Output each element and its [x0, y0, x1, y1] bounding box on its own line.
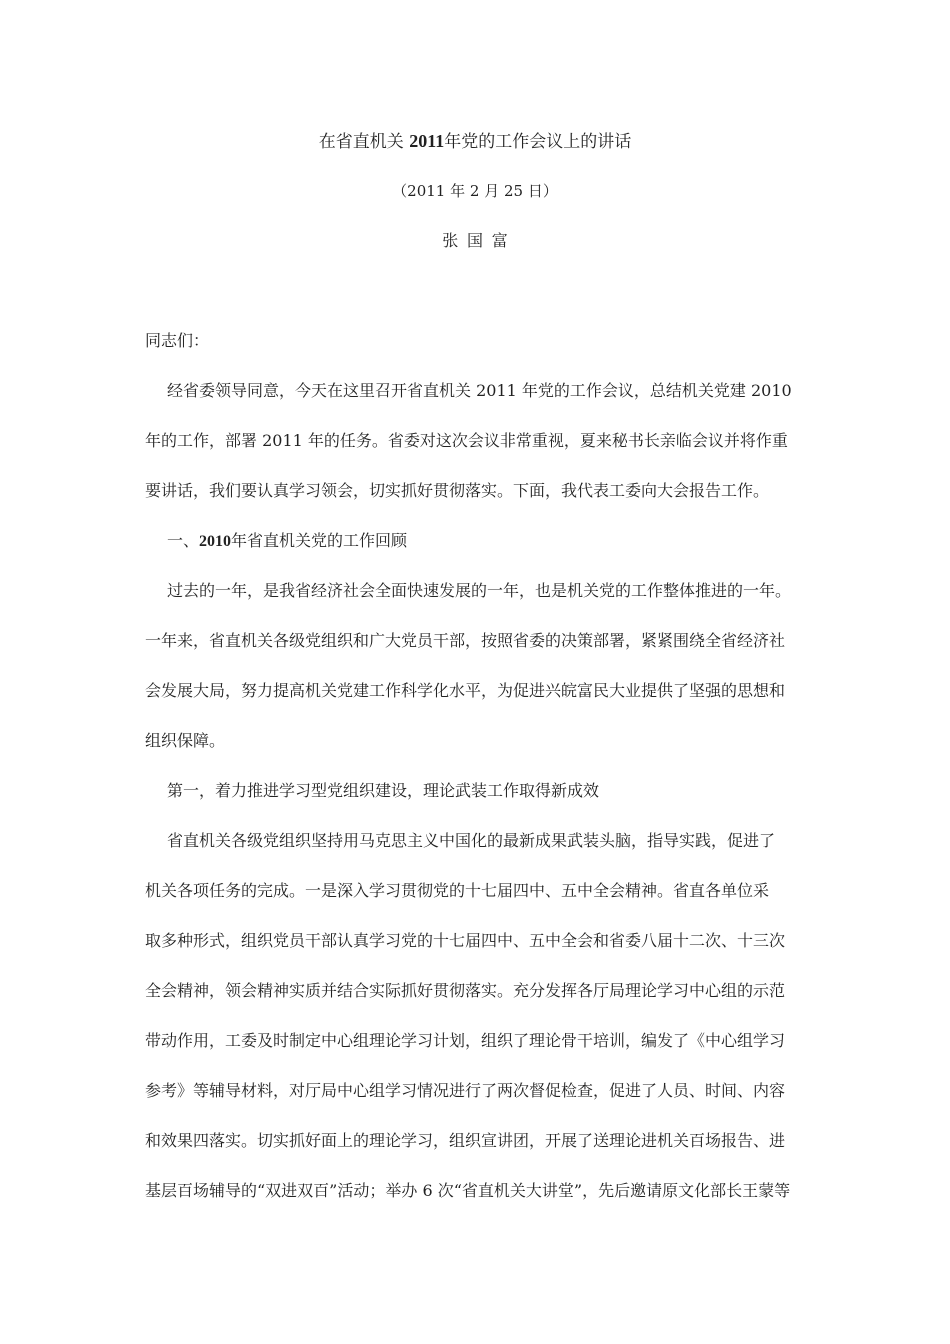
paragraph-line: 一年来，省直机关各级党组织和广大党员干部，按照省委的决策部署，紧紧围绕全省经济社 — [145, 631, 786, 650]
title-suffix: 年党的工作会议上的讲话 — [444, 132, 632, 152]
paragraph-line: 取多种形式，组织党员干部认真学习党的十七届四中、五中全会和省委八届十二次、十三次 — [145, 931, 786, 950]
subsection-heading: 第一，着力推进学习型党组织建设，理论武装工作取得新成效 — [167, 781, 600, 800]
paragraph-line: 过去的一年，是我省经济社会全面快速发展的一年，也是机关党的工作整体推进的一年。 — [167, 581, 792, 600]
paragraph-line: 组织保障。 — [145, 731, 226, 750]
paragraph-line: 和效果四落实。切实抓好面上的理论学习，组织宣讲团，开展了送理论进机关百场报告、进 — [145, 1131, 786, 1150]
section-suffix: 年省直机关党的工作回顾 — [231, 531, 408, 550]
section-heading-1 — [145, 529, 809, 554]
paragraph-line: 经省委领导同意，今天在这里召开省直机关 2011 年党的工作会议，总结机关党建 2010 — [167, 381, 792, 400]
title-year: 2011 — [409, 131, 445, 151]
title-prefix: 在省直机关 — [318, 132, 404, 152]
section-year: 2010 — [199, 533, 232, 550]
document-author: 张国富 — [442, 231, 517, 250]
document-date: （2011 年 2 月 25 日） — [392, 182, 558, 200]
paragraph-line: 省直机关各级党组织坚持用马克思主义中国化的最新成果武装头脑，指导实践，促进了 — [167, 831, 776, 850]
salutation: 同志们： — [145, 331, 210, 350]
paragraph-line: 参考》等辅导材料，对厅局中心组学习情况进行了两次督促检查，促进了人员、时间、内容 — [145, 1081, 786, 1100]
paragraph-line: 会发展大局，努力提高机关党建工作科学化水平，为促进兴皖富民大业提供了坚强的思想和 — [145, 681, 786, 700]
paragraph-line: 年的工作，部署 2011 年的任务。省委对这次会议非常重视，夏来秘书长亲临会议并将作重 — [145, 431, 788, 450]
paragraph-line: 机关各项任务的完成。一是深入学习贯彻党的十七届四中、五中全会精神。省直各单位采 — [145, 881, 770, 900]
section-prefix: 一、 — [167, 531, 200, 550]
document-title — [0, 129, 950, 154]
paragraph-line: 要讲话，我们要认真学习领会，切实抓好贯彻落实。下面，我代表工委向大会报告工作。 — [145, 481, 770, 500]
paragraph-line: 带动作用，工委及时制定中心组理论学习计划，组织了理论骨干培训，编发了《中心组学习 — [145, 1031, 786, 1050]
paragraph-line: 基层百场辅导的“双进双百”活动；举办 6 次“省直机关大讲堂”，先后邀请原文化部长王蒙等 — [145, 1181, 791, 1200]
paragraph-line: 全会精神，领会精神实质并结合实际抓好贯彻落实。充分发挥各厅局理论学习中心组的示范 — [145, 981, 786, 1000]
